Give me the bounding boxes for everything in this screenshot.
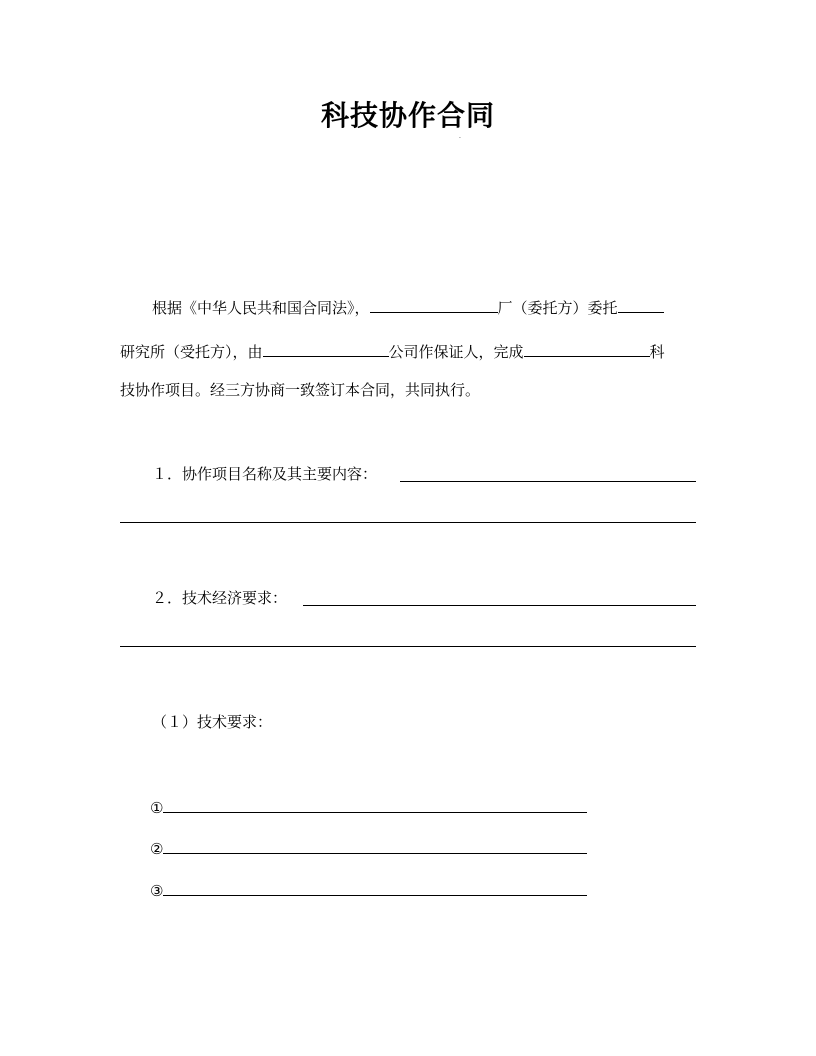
list-marker-1: ① [150, 799, 164, 817]
guarantor-company-blank[interactable] [263, 340, 389, 357]
list-item-3 [150, 879, 587, 901]
intro-text-2c: 科 [649, 343, 665, 361]
item-2-label: ２．技术经济要求： [152, 589, 288, 607]
title-dot-mark: · [459, 135, 461, 142]
intro-text-1a: 根据《中华人民共和国合同法》， [152, 299, 370, 317]
list-item-2 [150, 837, 587, 859]
item-1-label: １．协作项目名称及其主要内容： [152, 465, 378, 483]
list-item-3-blank[interactable] [163, 879, 587, 896]
intro-line-2 [120, 340, 665, 362]
list-item-1 [150, 796, 587, 818]
institute-name-blank[interactable] [618, 296, 664, 313]
list-item-1-blank[interactable] [163, 796, 587, 813]
intro-text-2a: 研究所（受托方），由 [120, 343, 263, 361]
subsection-label: （１）技术要求： [152, 713, 273, 731]
item-2-blank-line-1[interactable] [303, 605, 696, 606]
item-1-blank-line-2[interactable] [120, 522, 696, 523]
item-1-blank-line-1[interactable] [400, 481, 696, 482]
item-2-blank-line-2[interactable] [120, 646, 696, 647]
list-marker-2: ② [150, 840, 164, 858]
intro-text-2b: 公司作保证人，完成 [388, 343, 524, 361]
intro-line-3: 技协作项目。经三方协商一致签订本合同，共同执行。 [120, 381, 481, 399]
project-name-blank[interactable] [524, 340, 650, 357]
intro-line-1 [152, 296, 664, 318]
list-item-2-blank[interactable] [163, 837, 587, 854]
list-marker-3: ③ [150, 882, 164, 900]
intro-text-1b: 厂（委托方）委托 [497, 299, 618, 317]
factory-name-blank[interactable] [370, 296, 498, 313]
document-title: 科技协作合同 [320, 99, 495, 132]
